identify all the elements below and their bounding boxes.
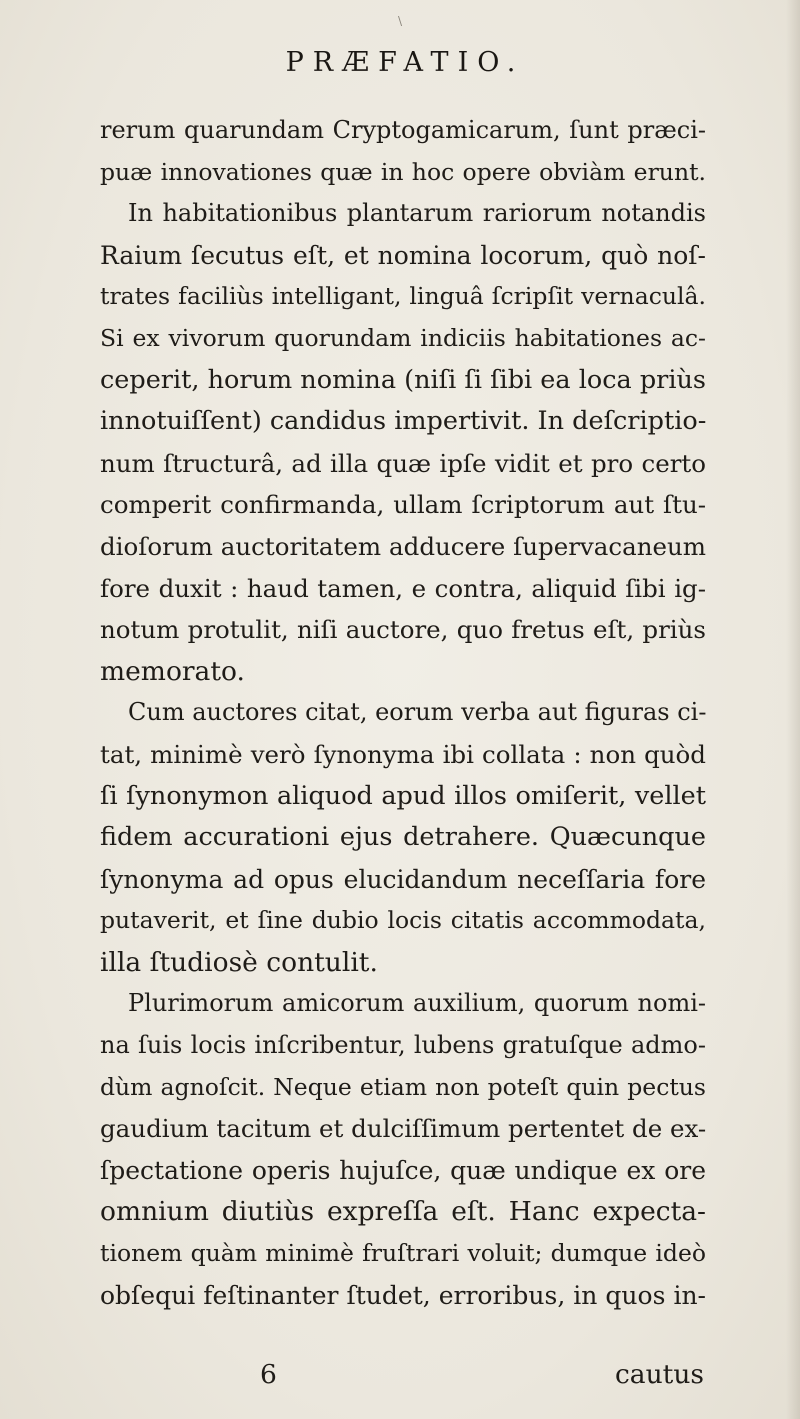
text-line: fidem accurationi ejus detrahere. Quæcunque: [100, 822, 706, 853]
text-line: tat, minimè verò ſynonyma ibi collata : non quòd: [100, 739, 706, 769]
text-line: fore duxit : haud tamen, e contra, aliquid ſibi ig-: [100, 573, 706, 603]
text-line: obſequi feſtinanter ſtudet, erroribus, in quos in-: [100, 1280, 706, 1310]
text-line: Plurimorum amicorum auxilium, quorum nomi-: [128, 989, 706, 1018]
catchword: cautus: [614, 1359, 704, 1390]
text-line: ſpectatione operis hujuſce, quæ undique ex ore: [100, 1155, 706, 1185]
text-line: comperit confirmanda, ullam ſcriptorum aut ſtu-: [100, 490, 706, 520]
text-line: omnium diutiùs expreſſa eſt. Hanc expecta-: [100, 1196, 706, 1228]
body-text: [100, 110, 706, 1316]
text-line: ſynonyma ad opus elucidandum neceſſaria fore: [100, 864, 706, 894]
signature-mark: 6: [260, 1359, 277, 1390]
running-head: PRÆFATIO.: [285, 47, 525, 78]
text-line: ſi ſynonymon aliquod apud illos omiſerit, vellet: [100, 780, 706, 811]
text-line: illa ſtudiosè contulit.: [100, 946, 378, 978]
text-line: ceperit, horum nomina (niſi ſi ſibi ea loca priùs: [100, 364, 706, 395]
text-line: trates faciliùs intelligant, linguâ ſcripſit vernaculâ.: [100, 282, 706, 311]
page-edge-shadow: [786, 0, 800, 1419]
text-line: puæ innovationes quæ in hoc opere obviàm erunt.: [100, 157, 706, 186]
text-line: dioſorum auctoritatem adducere ſupervacaneum: [100, 531, 706, 561]
text-line: num ſtructurâ, ad illa quæ ipſe vidit et pro certo: [100, 448, 706, 478]
text-line: dùm agnoſcit. Neque etiam non poteſt quin pectus: [100, 1072, 706, 1101]
text-line: notum protulit, niſi auctore, quo fretus eſt, priùs: [100, 615, 706, 645]
text-line: putaverit, et ſine dubio locis citatis accommodata,: [100, 906, 706, 935]
text-line: rerum quarundam Cryptogamicarum, ſunt præci-: [100, 116, 706, 144]
text-line: memorato.: [100, 655, 245, 687]
text-line: na ſuis locis inſcribentur, lubens gratuſque admo-: [100, 1031, 706, 1060]
printer-mark: \: [398, 14, 403, 28]
text-line: In habitationibus plantarum rariorum notandis: [128, 199, 706, 228]
text-line: tionem quàm minimè fruſtrari voluit; dumque ideò: [100, 1239, 706, 1268]
text-line: Si ex vivorum quorundam indiciis habitationes ac-: [100, 323, 706, 352]
text-line: gaudium tacitum et dulciſſimum pertentet de ex-: [100, 1114, 707, 1144]
text-line: innotuiſſent) candidus impertivit. In deſcriptio-: [100, 406, 707, 437]
text-line: Raium ſecutus eſt, et nomina locorum, quò noſ-: [100, 240, 706, 270]
text-line: Cum auctores citat, eorum verba aut figuras ci-: [128, 698, 707, 727]
page-footer: [100, 1354, 706, 1396]
